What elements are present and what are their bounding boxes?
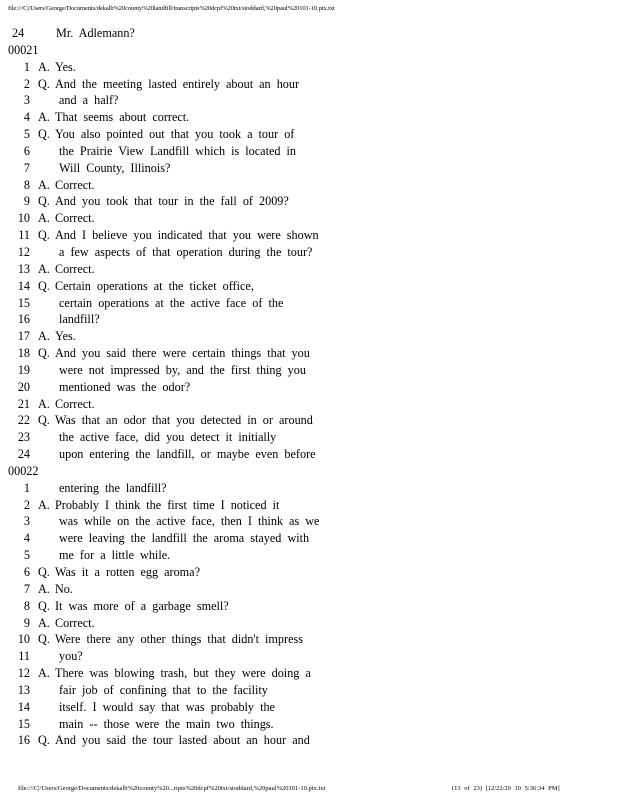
transcript-line <box>8 126 568 143</box>
transcript-line <box>8 412 568 429</box>
line-text: Yes. <box>55 329 76 344</box>
line-number: 6 <box>23 143 30 158</box>
line-number: 20 <box>17 379 30 394</box>
line-text: Certain operations at the ticket office, <box>55 278 254 293</box>
line-number: 7 <box>23 160 30 175</box>
transcript-line <box>8 598 568 615</box>
transcript-line <box>8 295 568 312</box>
transcript-line <box>8 665 568 682</box>
speaker-label: A. <box>38 329 50 344</box>
speaker-label: A. <box>38 261 50 276</box>
line-text: entering the landfill? <box>59 480 167 495</box>
line-number: 10 <box>17 211 30 226</box>
line-number: 8 <box>23 598 30 613</box>
transcript-line <box>8 648 568 665</box>
line-text: Yes. <box>55 59 76 74</box>
line-text: Will County, Illinois? <box>59 160 171 175</box>
page-number: 00021 <box>8 42 39 57</box>
transcript-body <box>8 25 568 749</box>
page-info-footer: (13 of 23) [12/22/20 10 5:36:34 PM] <box>452 785 560 792</box>
line-number: 23 <box>17 430 30 445</box>
transcript-line <box>8 244 568 261</box>
line-number: 12 <box>17 666 30 681</box>
line-number: 13 <box>17 682 30 697</box>
line-number: 2 <box>23 76 30 91</box>
speaker-label: A. <box>38 110 50 125</box>
line-text: landfill? <box>59 312 100 327</box>
speaker-label: Q. <box>38 598 50 613</box>
transcript-line <box>8 396 568 413</box>
page-marker <box>8 463 568 480</box>
line-text: And you said the tour lasted about an hour and <box>55 733 310 748</box>
speaker-label: Q. <box>38 565 50 579</box>
line-number: 11 <box>18 228 30 243</box>
transcript-line <box>8 699 568 716</box>
line-number: 16 <box>17 312 30 327</box>
transcript-line <box>8 530 568 547</box>
speaker-label: A. <box>38 615 50 630</box>
transcript-line <box>8 143 568 160</box>
speaker-label: Q. <box>38 194 50 209</box>
line-number: 16 <box>17 733 30 748</box>
transcript-line <box>8 76 568 93</box>
transcript-line <box>8 547 568 564</box>
line-number: 17 <box>17 329 30 344</box>
line-number: 14 <box>17 699 30 714</box>
line-number: 1 <box>23 59 30 74</box>
line-text: me for a little while. <box>59 548 171 563</box>
line-number: 12 <box>17 244 30 259</box>
line-text: Correct. <box>55 615 95 630</box>
line-text: main -- those were the main two things. <box>59 716 274 731</box>
transcript-line <box>8 513 568 530</box>
transcript-line <box>8 193 568 210</box>
line-text: That seems about correct. <box>55 110 190 125</box>
line-text: the active face, did you detect it initially <box>59 430 277 445</box>
line-text: And you said there were certain things that you <box>55 346 310 361</box>
line-text: were leaving the landfill the aroma stayed with <box>59 531 310 546</box>
transcript-line <box>8 59 568 76</box>
line-text: Correct. <box>55 396 95 411</box>
speaker-label: Q. <box>38 733 50 748</box>
line-text: Correct. <box>55 177 95 192</box>
transcript-line <box>8 631 568 648</box>
line-number: 3 <box>23 514 30 529</box>
speaker-label: A. <box>38 666 50 681</box>
transcript-line <box>8 446 568 463</box>
file-path-footer: file:///C|/Users/George/Documents/dekalb%20county%20...ripts%20dcpf%20txt/stoddard,%20paul%20101-10.ptx.txt <box>18 785 326 792</box>
line-number: 3 <box>23 93 30 108</box>
line-number: 10 <box>17 632 30 647</box>
speaker-label: A. <box>38 59 50 74</box>
transcript-line <box>8 210 568 227</box>
line-text: certain operations at the active face of the <box>59 295 284 310</box>
speaker-label: A. <box>38 581 50 596</box>
line-number: 5 <box>23 127 30 142</box>
line-text: And you took that tour in the fall of 2009? <box>55 194 289 209</box>
speaker-label: Q. <box>38 278 50 293</box>
transcript-line <box>8 261 568 278</box>
line-number: 5 <box>23 548 30 563</box>
line-text: No. <box>55 581 73 596</box>
line-text: upon entering the landfill, or maybe even before <box>59 447 316 462</box>
line-number: 9 <box>23 615 30 630</box>
line-text: Was it a rotten egg aroma? <box>55 565 200 579</box>
line-number: 6 <box>23 565 30 579</box>
speaker-label: Q. <box>38 127 50 142</box>
line-text: fair job of confining that to the facility <box>59 682 268 697</box>
line-text: And I believe you indicated that you were shown <box>55 228 319 243</box>
line-text: was while on the active face, then I think as we <box>59 514 320 529</box>
line-number: 9 <box>23 194 30 209</box>
line-text: You also pointed out that you took a tour of <box>55 127 295 142</box>
transcript-line <box>8 109 568 126</box>
speaker-label: A. <box>38 177 50 192</box>
transcript-line <box>8 581 568 598</box>
speaker-label: Q. <box>38 228 50 243</box>
line-number: 8 <box>23 177 30 192</box>
line-text: itself. I would say that was probably the <box>59 699 275 714</box>
line-text: Correct. <box>55 261 95 276</box>
line-text: you? <box>59 649 83 664</box>
transcript-line <box>8 177 568 194</box>
speaker-label: Q. <box>38 413 50 428</box>
transcript-line <box>8 160 568 177</box>
line-text: the Prairie View Landfill which is located in <box>59 143 296 158</box>
transcript-line <box>8 716 568 733</box>
line-number: 15 <box>17 295 30 310</box>
line-number: 2 <box>23 497 30 512</box>
transcript-line <box>8 328 568 345</box>
line-text: And the meeting lasted entirely about an hour <box>55 76 300 91</box>
transcript-line <box>8 278 568 295</box>
transcript-line <box>8 682 568 699</box>
line-text: Were there any other things that didn't impress <box>55 632 303 647</box>
line-number: 15 <box>17 716 30 731</box>
transcript-line <box>8 311 568 328</box>
transcript-line <box>8 345 568 362</box>
line-number: 24 <box>17 447 30 462</box>
line-number: 11 <box>18 649 30 664</box>
speaker-label: A. <box>38 396 50 411</box>
line-text: Probably I think the first time I noticed it <box>55 497 280 512</box>
page-marker <box>8 42 568 59</box>
line-number: 14 <box>17 278 30 293</box>
transcript-line <box>8 497 568 514</box>
line-text: were not impressed by, and the first thing you <box>59 362 306 377</box>
transcript-line <box>8 732 568 749</box>
line-text: Was that an odor that you detected in or around <box>55 413 313 428</box>
line-number: 21 <box>17 396 30 411</box>
transcript-line <box>8 362 568 379</box>
line-number: 13 <box>17 261 30 276</box>
speaker-label: Q. <box>38 632 50 647</box>
transcript-line <box>8 379 568 396</box>
line-number: 18 <box>17 346 30 361</box>
line-number: 4 <box>23 531 30 546</box>
transcript-line <box>8 615 568 632</box>
line-number: 24 <box>12 26 25 40</box>
speaker-label: A. <box>38 497 50 512</box>
speaker-label: Q. <box>38 76 50 91</box>
transcript-line <box>8 564 568 581</box>
line-text: mentioned was the odor? <box>59 379 191 394</box>
line-text: and a half? <box>59 93 119 108</box>
line-number: 19 <box>17 362 30 377</box>
transcript-line <box>8 92 568 109</box>
speaker-label: A. <box>38 211 50 226</box>
line-text: Mr. Adlemann? <box>56 26 135 40</box>
line-text: Correct. <box>55 211 95 226</box>
speaker-label: Q. <box>38 346 50 361</box>
page-number: 00022 <box>8 463 39 478</box>
line-text: It was more of a garbage smell? <box>55 598 229 613</box>
transcript-line <box>8 25 568 42</box>
line-number: 4 <box>23 110 30 125</box>
transcript-line <box>8 480 568 497</box>
file-path-header: file:///C|/Users/George/Documents/dekalb%20county%20landfill/transcripts%20dcpf%20txt/stoddard,%20paul%20101-10.ptx.txt <box>8 5 335 12</box>
line-number: 22 <box>17 413 30 428</box>
line-number: 7 <box>23 581 30 596</box>
line-number: 1 <box>23 480 30 495</box>
transcript-line <box>8 227 568 244</box>
line-text: a few aspects of that operation during the tour? <box>59 244 313 259</box>
transcript-line <box>8 429 568 446</box>
line-text: There was blowing trash, but they were doing a <box>55 666 311 681</box>
